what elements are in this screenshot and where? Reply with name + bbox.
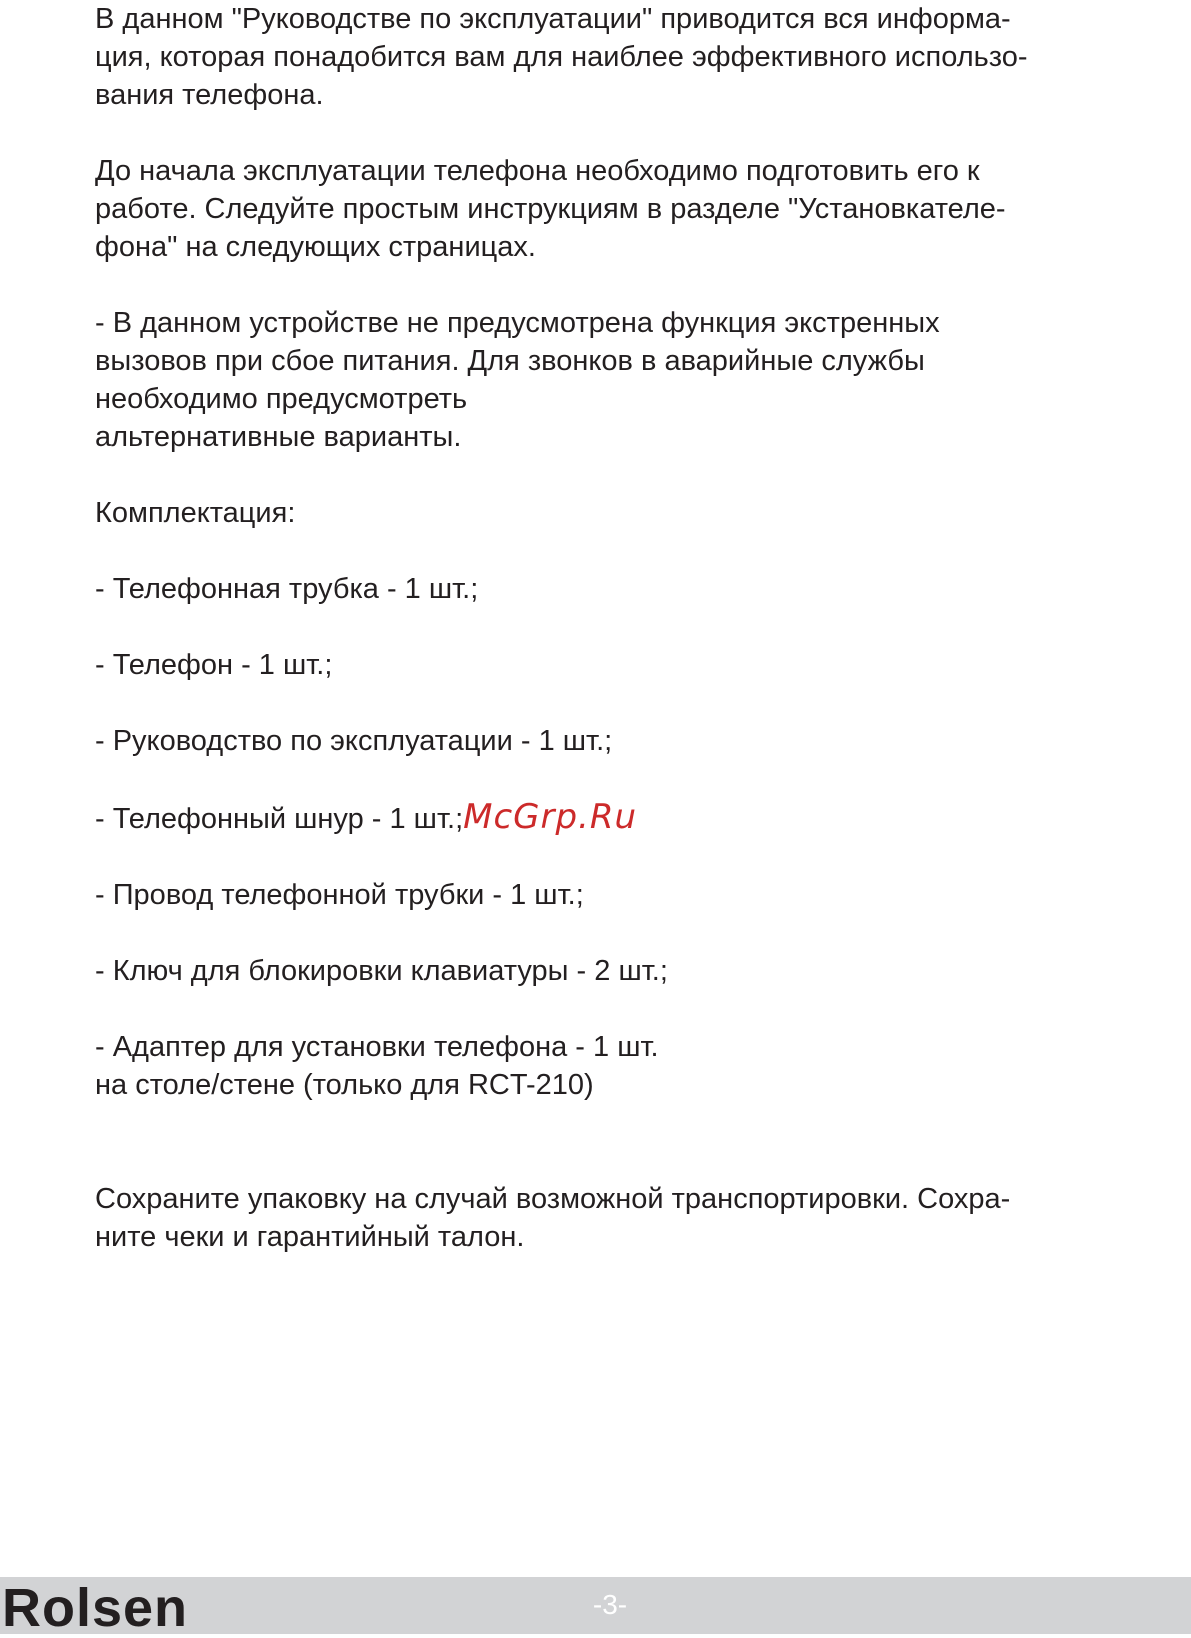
intro-paragraph-2: До начала эксплуатации телефона необходимо подготовить его к работе. Следуйте простым инструкциям в разделе "Установкателе- фона" на следующих страницах.	[95, 155, 1006, 263]
page-footer	[0, 1577, 1191, 1638]
page-content	[95, 0, 1155, 1256]
intro-paragraph-1: В данном "Руководстве по эксплуатации" приводится вся информа- ция, которая понадобится вам для наиблее эффективного использо- вания телефона.	[95, 3, 1028, 111]
package-item: - Адаптер для установки телефона - 1 шт. на столе/стене (только для RCT-210)	[95, 1031, 659, 1101]
package-item: - Ключ для блокировки клавиатуры - 2 шт.;	[95, 955, 668, 987]
page-number: -3-	[592, 1589, 628, 1620]
brand-logo: Rolsen	[2, 1578, 189, 1638]
closing-paragraph: Сохраните упаковку на случай возможной транспортировки. Сохра- ните чеки и гарантийный талон.	[95, 1183, 1011, 1253]
package-heading: Комплектация:	[95, 497, 296, 529]
package-item: - Руководство по эксплуатации - 1 шт.;	[95, 725, 613, 757]
package-item-with-watermark	[95, 798, 1155, 838]
package-item: - Провод телефонной трубки - 1 шт.;	[95, 879, 584, 911]
package-item: - Телефон - 1 шт.;	[95, 649, 333, 681]
package-item: - Телефонная трубка - 1 шт.;	[95, 573, 479, 605]
emergency-warning: - В данном устройстве не предусмотрена функция экстренных вызовов при сбое питания. Для звонков в аварийные службы необходимо предусмотреть альтернативные варианты.	[95, 307, 940, 453]
package-item: - Телефонный шнур - 1 шт.;	[95, 803, 464, 835]
watermark-link[interactable]: McGrp.Ru	[463, 797, 638, 837]
